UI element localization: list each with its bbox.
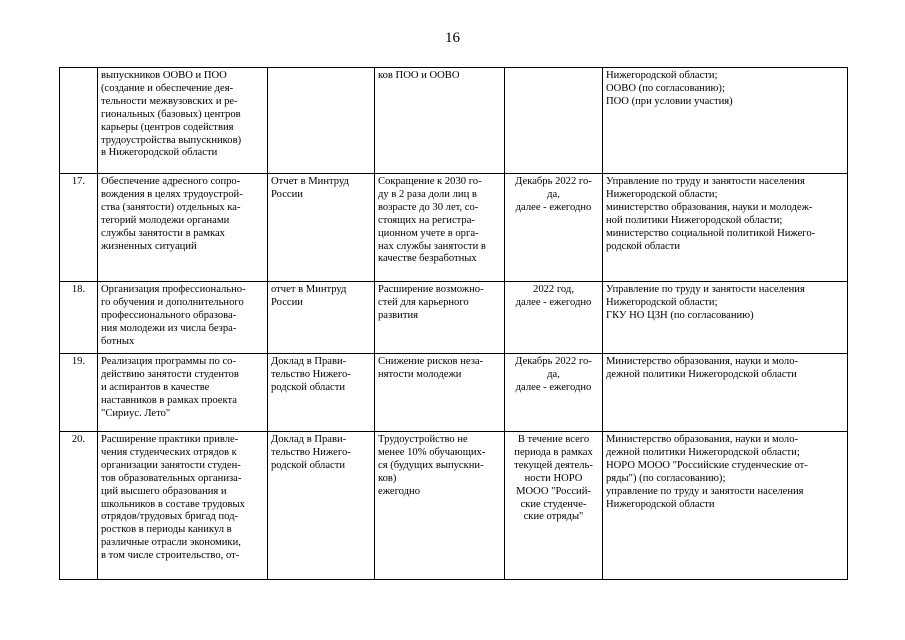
cell-line: Управление по труду и занятости населения: [606, 176, 805, 187]
cell-line: ПОО (при условии участия): [606, 95, 733, 107]
cell-line: ства (занятости) отдельных ка-: [101, 201, 241, 213]
result-cell: [375, 432, 505, 580]
cell-line: развития: [378, 309, 419, 321]
cell-line: Министерство образования, науки и моло-: [606, 356, 799, 367]
executors-cell: [603, 174, 848, 282]
document-cell: [268, 174, 375, 282]
activity-cell: [98, 174, 268, 282]
table-row: [60, 282, 848, 354]
cell-line: дежной политики Нижегородской области;: [606, 446, 800, 458]
table-row: [60, 354, 848, 432]
cell-line: чения студенческих отрядов к: [101, 446, 237, 458]
cell-line: стей для карьерного: [378, 296, 469, 308]
cell-line: ООВО (по согласованию);: [606, 82, 725, 94]
cell-line: наставников в рамках проекта: [101, 394, 237, 406]
cell-line: НОРО МООО "Российские студенческие от-: [606, 459, 808, 471]
cell-line: ряды") (по согласованию);: [606, 472, 726, 484]
cell-line: родской области: [606, 240, 681, 252]
cell-line: тов образовательных организа-: [101, 472, 242, 484]
term-cell: [505, 354, 603, 432]
cell-line: 2022 год,: [533, 284, 574, 295]
executors-cell: [603, 282, 848, 354]
term-cell: [505, 68, 603, 174]
cell-line: ГКУ НО ЦЗН (по согласованию): [606, 309, 754, 321]
result-cell: [375, 174, 505, 282]
document-cell: [268, 354, 375, 432]
cell-line: Организация профессионально-: [101, 284, 246, 295]
cell-line: министерство образования, науки и молодеж-: [606, 201, 813, 213]
cell-line: жизненных ситуаций: [101, 240, 197, 252]
cell-line: Нижегородской области;: [606, 296, 718, 308]
term-cell: [505, 174, 603, 282]
cell-line: нятости молодежи: [378, 368, 462, 380]
cell-line: карьеры (центров содействия: [101, 121, 234, 133]
cell-line: ционном учете в орга-: [378, 227, 479, 239]
result-cell: [375, 68, 505, 174]
executors-cell: [603, 432, 848, 580]
cell-line: Декабрь 2022 го-: [515, 356, 592, 367]
row-number: 20.: [60, 432, 98, 580]
cell-line: родской области: [271, 459, 346, 471]
page-number: 16: [445, 30, 460, 46]
cell-line: в том числе строительство, от-: [101, 550, 240, 562]
cell-line: гиональных (базовых) центров: [101, 108, 241, 120]
table-row: [60, 68, 848, 174]
cell-line: ские студенче-: [520, 498, 587, 510]
cell-line: Декабрь 2022 го-: [515, 176, 592, 187]
cell-line: го обучения и дополнительного: [101, 296, 244, 308]
cell-line: Реализация программы по со-: [101, 356, 237, 367]
cell-line: выпускников ООВО и ПОО: [101, 70, 227, 81]
cell-line: ду в 2 раза доли лиц в: [378, 188, 477, 200]
document-cell: [268, 432, 375, 580]
cell-line: дежной политики Нижегородской области: [606, 368, 797, 380]
cell-line: Доклад в Прави-: [271, 434, 347, 445]
cell-line: Снижение рисков неза-: [378, 356, 484, 367]
cell-line: отрядов/трудовых бригад под-: [101, 511, 239, 523]
cell-line: ций высшего образования и: [101, 485, 227, 497]
cell-line: Министерство образования, науки и моло-: [606, 434, 799, 445]
cell-line: в Нижегородской области: [101, 147, 218, 159]
cell-line: да,: [547, 368, 560, 380]
cell-line: В течение всего: [517, 434, 590, 445]
cell-line: периода в рамках: [514, 446, 593, 458]
cell-line: профессионального образова-: [101, 309, 237, 321]
cell-line: Сокращение к 2030 го-: [378, 176, 482, 187]
cell-line: качестве безработных: [378, 253, 477, 265]
document-cell: [268, 68, 375, 174]
cell-line: Трудоустройство не: [378, 434, 468, 445]
cell-line: тегорий молодежи органами: [101, 214, 230, 226]
row-number: 18.: [60, 282, 98, 354]
cell-line: ков): [378, 472, 397, 484]
result-cell: [375, 354, 505, 432]
cell-line: управление по труду и занятости населения: [606, 485, 804, 497]
cell-line: России: [271, 296, 303, 308]
cell-line: "Сириус. Лето": [101, 407, 171, 419]
cell-line: Нижегородской области;: [606, 70, 718, 81]
table-row: [60, 432, 848, 580]
cell-line: возрасте до 30 лет, со-: [378, 201, 479, 213]
table-row: [60, 174, 848, 282]
cell-line: службы занятости в рамках: [101, 227, 225, 239]
cell-line: ские отряды": [523, 511, 584, 523]
term-cell: [505, 432, 603, 580]
cell-line: вождения в целях трудоустрой-: [101, 188, 243, 200]
row-number: [60, 68, 98, 174]
cell-line: МООО "Россий-: [516, 485, 591, 497]
cell-line: далее - ежегодно: [515, 201, 592, 213]
cell-line: ков ПОО и ООВО: [378, 70, 460, 81]
cell-line: (создание и обеспечение дея-: [101, 82, 234, 94]
cell-line: министерство социальной политикой Нижего-: [606, 227, 816, 239]
cell-line: организации занятости студен-: [101, 459, 241, 471]
cell-line: и аспирантов в качестве: [101, 381, 210, 393]
cell-line: тельство Нижего-: [271, 446, 351, 458]
cell-line: ной политики Нижегородской области;: [606, 214, 783, 226]
cell-line: Обеспечение адресного сопро-: [101, 176, 241, 187]
cell-line: ния молодежи из числа безра-: [101, 322, 237, 334]
cell-line: Расширение практики привле-: [101, 434, 239, 445]
cell-line: Отчет в Минтруд: [271, 176, 349, 187]
cell-line: тельство Нижего-: [271, 368, 351, 380]
cell-line: менее 10% обучающих-: [378, 446, 486, 458]
executors-cell: [603, 68, 848, 174]
cell-line: отчет в Минтруд: [271, 284, 347, 295]
activity-cell: [98, 432, 268, 580]
activity-cell: [98, 354, 268, 432]
executors-cell: [603, 354, 848, 432]
cell-line: действию занятости студентов: [101, 368, 239, 380]
cell-line: да,: [547, 188, 560, 200]
cell-line: России: [271, 188, 303, 200]
cell-line: далее - ежегодно: [515, 296, 592, 308]
result-cell: [375, 282, 505, 354]
row-number: 17.: [60, 174, 98, 282]
cell-line: трудоустройства выпускников): [101, 134, 242, 146]
activity-plan-table: [59, 67, 848, 580]
cell-line: ботных: [101, 335, 135, 347]
activity-cell: [98, 68, 268, 174]
cell-line: ежегодно: [378, 485, 421, 497]
cell-line: Доклад в Прави-: [271, 356, 347, 367]
cell-line: тельности межвузовских и ре-: [101, 95, 238, 107]
cell-line: Управление по труду и занятости населения: [606, 284, 805, 295]
cell-line: Расширение возможно-: [378, 284, 484, 295]
cell-line: Нижегородской области;: [606, 188, 718, 200]
cell-line: ности НОРО: [524, 472, 583, 484]
cell-line: ростков в периоды каникул в: [101, 524, 232, 536]
cell-line: различные отрасли экономики,: [101, 537, 241, 549]
cell-line: школьников в составе трудовых: [101, 498, 245, 510]
row-number: 19.: [60, 354, 98, 432]
cell-line: родской области: [271, 381, 346, 393]
term-cell: [505, 282, 603, 354]
document-cell: [268, 282, 375, 354]
cell-line: Нижегородской области: [606, 498, 715, 510]
activity-cell: [98, 282, 268, 354]
cell-line: текущей деятель-: [514, 459, 593, 471]
cell-line: ся (будущих выпускни-: [378, 459, 484, 471]
cell-line: стоящих на регистра-: [378, 214, 475, 226]
cell-line: нах службы занятости в: [378, 240, 486, 252]
cell-line: далее - ежегодно: [515, 381, 592, 393]
